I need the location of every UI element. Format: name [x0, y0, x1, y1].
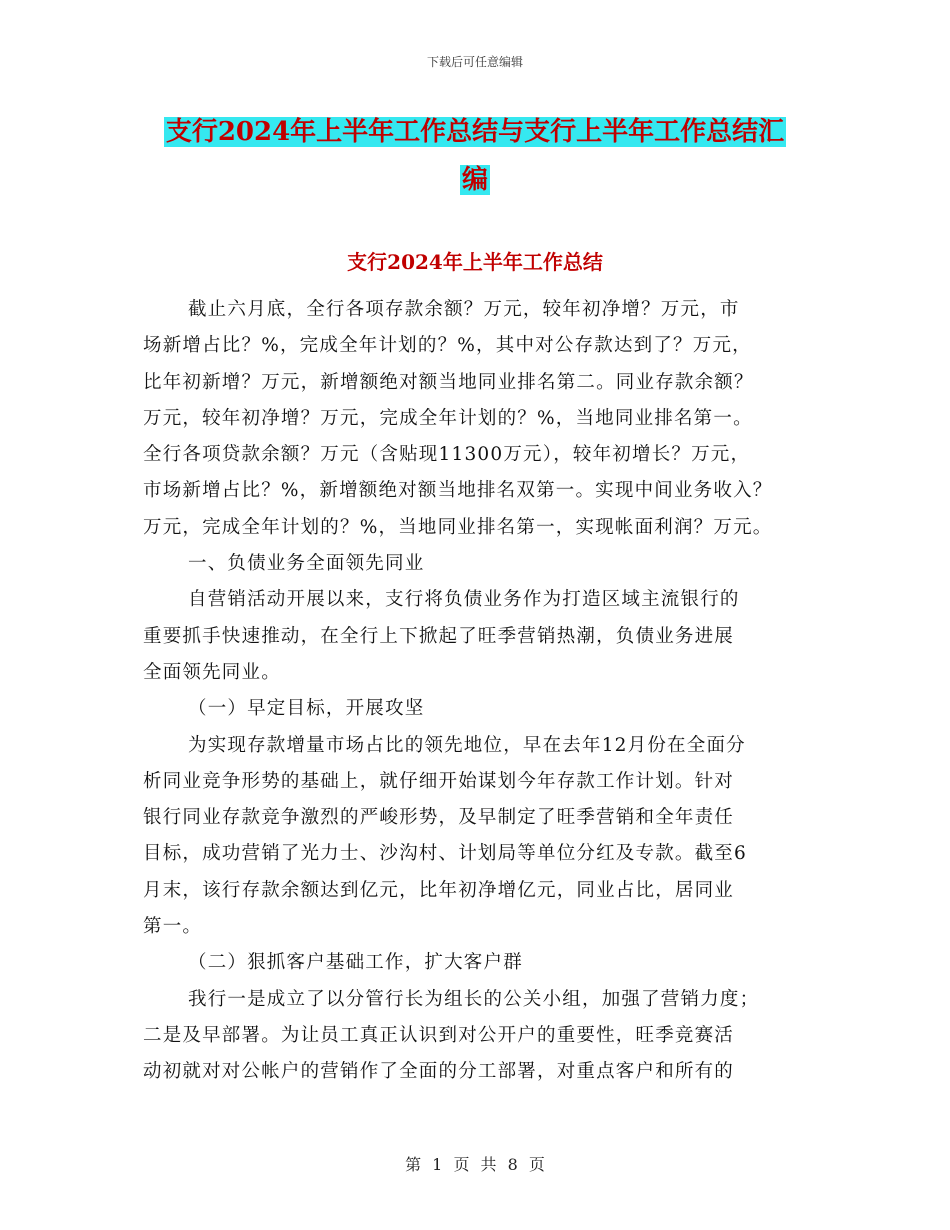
- document-title-line-1: 支行2024年上半年工作总结与支行上半年工作总结汇: [165, 117, 785, 147]
- body-line: 银行同业存款竞争激烈的严峻形势，及早制定了旺季营销和全年责任: [143, 807, 735, 829]
- body-line: 第一。: [143, 916, 203, 938]
- header-note: 下载后可任意编辑: [426, 55, 523, 69]
- body-line: （二）狠抓客户基础工作，扩大客户群: [188, 952, 523, 974]
- body-line: 析同业竞争形势的基础上，就仔细开始谋划今年存款工作计划。针对: [143, 770, 735, 792]
- body-line: 市场新增占比？%，新增额绝对额当地排名双第一。实现中间业务收入？: [143, 480, 773, 502]
- body-line: 动初就对对公帐户的营销作了全面的分工部署，对重点客户和所有的: [143, 1061, 735, 1083]
- body-line: 全行各项贷款余额？万元（含贴现11300万元），较年初增长？万元，: [143, 444, 751, 466]
- document-title-line-2: 编: [461, 165, 488, 195]
- body-text: [143, 292, 819, 1091]
- body-line: 截止六月底，全行各项存款余额？万元，较年初净增？万元，市: [188, 299, 740, 320]
- body-line: 重要抓手快速推动，在全行上下掀起了旺季营销热潮，负债业务进展: [143, 625, 735, 647]
- body-line: 目标，成功营销了光力士、沙沟村、计划局等单位分红及专款。截至6: [143, 843, 747, 865]
- body-line: 二是及早部署。为让员工真正认识到对公开户的重要性，旺季竞赛活: [143, 1024, 735, 1046]
- body-line: （一）早定目标，开展攻坚: [188, 698, 425, 720]
- body-line: 我行一是成立了以分管行长为组长的公关小组，加强了营销力度；: [188, 988, 760, 1010]
- body-line: 万元，较年初净增？万元，完成全年计划的？%，当地同业排名第一。: [143, 407, 753, 429]
- body-line: 场新增占比？%，完成全年计划的？%，其中对公存款达到了？万元，: [143, 335, 752, 357]
- body-line: 月末，该行存款余额达到亿元，比年初净增亿元，同业占比，居同业: [143, 879, 735, 901]
- page-footer: 第 1 页 共 8 页: [405, 1155, 545, 1174]
- body-line: 自营销活动开展以来，支行将负债业务作为打造区域主流银行的: [188, 589, 740, 611]
- body-line: 万元，完成全年计划的？%，当地同业排名第一，实现帐面利润？万元。: [143, 516, 773, 538]
- body-line: 一、负债业务全面领先同业: [188, 553, 425, 575]
- body-line: 为实现存款增量市场占比的领先地位，早在去年12月份在全面分: [188, 734, 746, 756]
- document-title: [0, 108, 950, 204]
- body-line: 全面领先同业。: [143, 661, 281, 683]
- section-title: 支行2024年上半年工作总结: [347, 250, 603, 274]
- body-line: 比年初新增？万元，新增额绝对额当地同业排名第二。同业存款余额？: [143, 371, 754, 393]
